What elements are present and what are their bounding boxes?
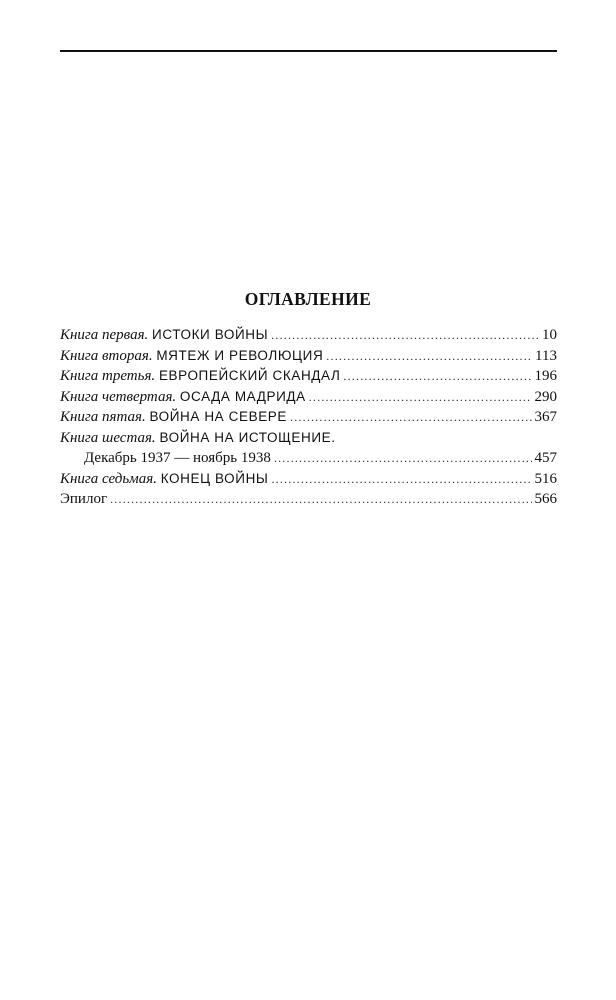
toc-entry-book-7[interactable] xyxy=(60,471,557,492)
toc-leader-dots xyxy=(326,349,532,364)
toc-epilogue-label: Эпилог xyxy=(60,491,108,507)
toc-entry-book-1[interactable] xyxy=(60,327,557,348)
toc-leader-dots xyxy=(110,492,531,507)
toc-part-title: ЕВРОПЕЙСКИЙ СКАНДАЛ xyxy=(158,368,341,383)
top-rule xyxy=(60,50,557,52)
toc-part-title: ИСТОКИ ВОЙНЫ xyxy=(152,327,269,342)
toc-book-label: Книга шестая. xyxy=(60,429,156,446)
toc-part-title: МЯТЕЖ И РЕВОЛЮЦИЯ xyxy=(156,347,324,363)
toc-entry-book-5[interactable] xyxy=(60,409,557,430)
toc-page-number: 290 xyxy=(534,388,557,405)
toc-entry-book-6-subtitle[interactable] xyxy=(60,450,557,471)
toc-book-label: Книга вторая. xyxy=(60,347,153,364)
toc-page-number: 516 xyxy=(534,470,557,487)
toc-page-number: 457 xyxy=(534,450,557,466)
toc-part-title: ВОЙНА НА СЕВЕРЕ xyxy=(149,409,288,424)
toc-entry-book-3[interactable] xyxy=(60,368,557,389)
toc-page-number: 566 xyxy=(534,491,557,507)
toc-page-number: 10 xyxy=(542,327,557,343)
toc-part-title: ВОЙНА НА ИСТОЩЕНИЕ. xyxy=(159,429,336,445)
toc-leader-dots xyxy=(271,472,531,487)
toc-leader-dots xyxy=(290,410,531,425)
toc-entry-book-4[interactable] xyxy=(60,389,557,410)
toc-book-label: Книга седьмая. xyxy=(60,470,157,487)
toc-book-label: Книга третья. xyxy=(60,368,156,384)
table-of-contents xyxy=(60,327,557,512)
toc-entry-book-6[interactable] xyxy=(60,430,557,451)
toc-part-title: КОНЕЦ ВОЙНЫ xyxy=(160,470,269,486)
toc-page-number: 367 xyxy=(534,409,557,425)
toc-book-label: Книга четвертая. xyxy=(60,388,177,405)
toc-leader-dots xyxy=(343,369,531,384)
toc-entry-book-2[interactable] xyxy=(60,348,557,369)
toc-entry-epilogue[interactable] xyxy=(60,491,557,512)
toc-book-label: Книга первая. xyxy=(60,327,149,343)
toc-leader-dots xyxy=(271,328,539,343)
toc-part-title: ОСАДА МАДРИДА xyxy=(179,388,306,404)
toc-part-subtitle: Декабрь 1937 — ноябрь 1938 xyxy=(84,450,271,466)
toc-book-label: Книга пятая. xyxy=(60,409,146,425)
toc-leader-dots xyxy=(274,451,532,466)
toc-page-number: 113 xyxy=(535,347,557,364)
page-title: ОГЛАВЛЕНИЕ xyxy=(244,289,372,309)
toc-leader-dots xyxy=(309,390,532,405)
toc-page-number: 196 xyxy=(534,368,557,384)
